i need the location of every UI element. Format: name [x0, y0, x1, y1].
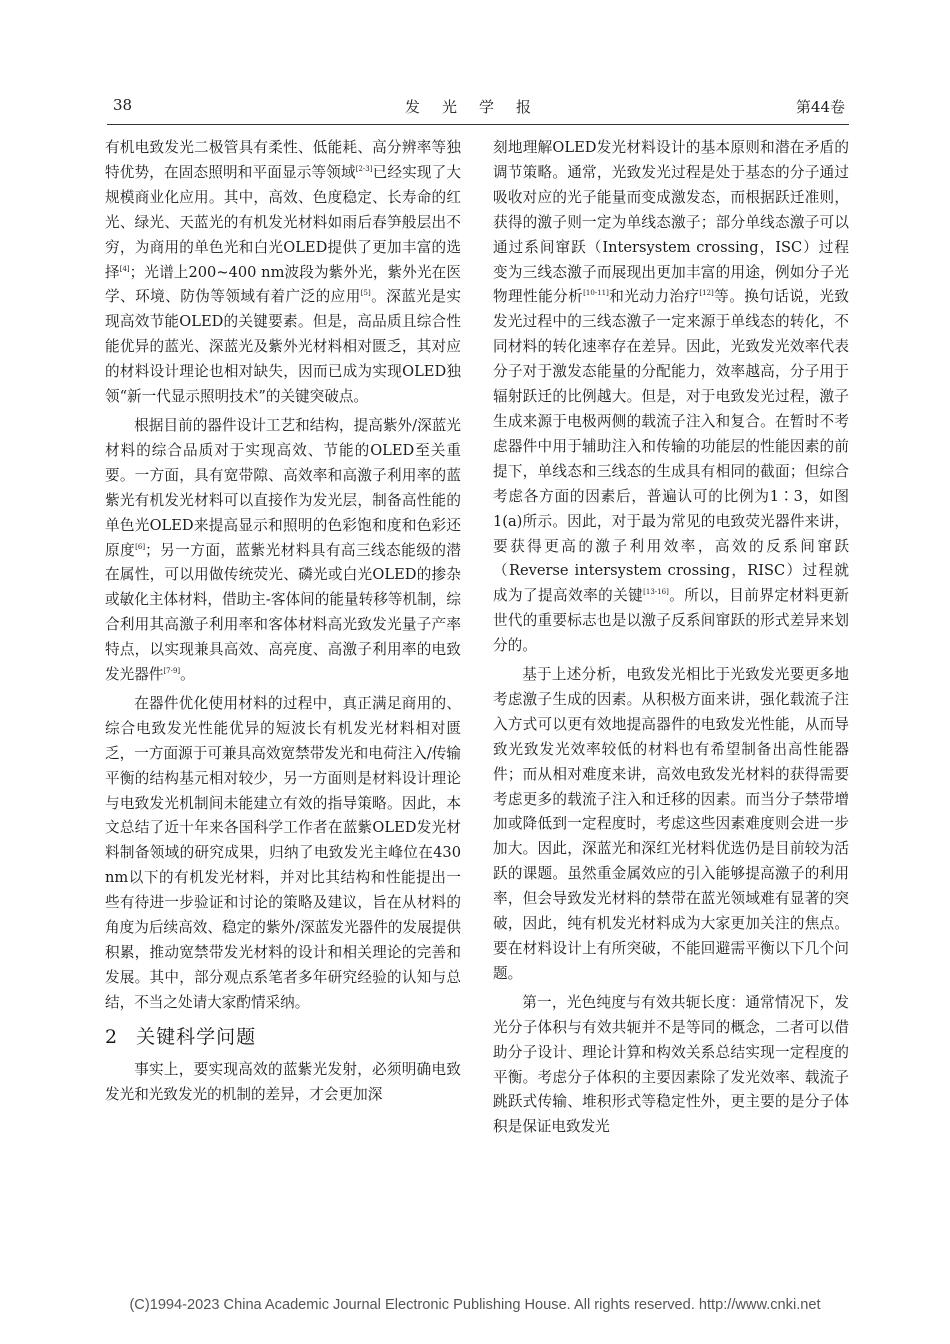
paragraph: 根据目前的器件设计工艺和结构，提高紫外/深蓝光材料的综合品质对于实现高效、节能的OLED至关重要。一方面，具有宽带隙、高效率和高激子利用率的蓝紫光有机发光材料可以直接作为发光层，制备高性能的单色光OLED来提高显示和照明的色彩饱和度和色彩还原度[6]；另一方面，蓝紫光材料具有高三线态能级的潜在属性，可以用做传统荧光、磷光或白光OLED的掺杂或敏化主体材料，借助主-客体间的能量转移等机制，综合利用其高激子利用率和客体材料高光致发光量子产率特点，以实现兼具高效、高亮度、高激子利用率的电致发光器件[7-9]。 [105, 416, 461, 684]
paragraph: 第一，光色纯度与有效共轭长度：通常情况下，发光分子体积与有效共轭并不是等同的概念，二者可以借助分子设计、理论计算和构效关系总结实现一定程度的平衡。考虑分子体积的主要因素除了发光效率、载流子跳跃式传输、堆积形式等稳定性外，更主要的是分子体积是保证电致发光 [493, 993, 849, 1136]
journal-title: 发光学报 [404, 98, 553, 116]
header-rule [107, 124, 849, 125]
paragraph: 事实上，要实现高效的蓝紫光发射，必须明确电致发光和光致发光的机制的差异，才会更加深 [105, 1060, 461, 1103]
paragraph: 在器件优化使用材料的过程中，真正满足商用的、综合电致发光性能优异的短波长有机发光材料相对匮乏，一方面源于可兼具高效宽禁带发光和电荷注入/传输平衡的结构基元相对较少，另一方面则是材料设计理论与电致发光机制间未能建立有效的指导策略。因此，本文总结了近十年来各国科学工作者在蓝紫OLED发光材料制备领域的研究成果，归纳了电致发光主峰位在430 nm以下的有机发光材料，并对比其结构和性能提出一些有待进一步验证和讨论的策略及建议，旨在从材料的角度为后续高效、稳定的紫外/深蓝发光器件的发展提供积累，推动宽禁带发光材料的设计和相关理论的完善和发展。其中，部分观点系笔者多年研究经验的认知与总结，不当之处请大家酌情采纳。 [105, 694, 461, 1011]
paragraph: 有机电致发光二极管具有柔性、低能耗、高分辨率等独特优势，在固态照明和平面显示等领域[2-3]已经实现了大规模商业化应用。其中，高效、色度稳定、长寿命的红光、绿光、天蓝光的有机发光材料如雨后春笋般层出不穷，为商用的单色光和白光OLED提供了更加丰富的选择[4]；光谱上200~400 nm波段为紫外光，紫外光在医学、环境、防伪等领域有着广泛的应用[5]。深蓝光是实现高效节能OLED的关键要素。但是，高品质且综合性能优异的蓝光、深蓝光及紫外光材料相对匮乏，其对应的材料设计理论也相对缺失，因而已成为实现OLED独领“新一代显示照明技术”的关键突破点。 [105, 139, 461, 406]
section-title: 关键科学问题 [136, 1025, 257, 1048]
citation: [2-3] [355, 164, 373, 173]
left-column [105, 136, 461, 1108]
page-number: 38 [113, 96, 133, 114]
volume-label: 第44卷 [795, 98, 845, 116]
citation: [10-11] [583, 289, 609, 298]
citation: [13-16] [643, 588, 669, 597]
section-heading [105, 1022, 461, 1052]
paragraph: 基于上述分析，电致发光相比于光致发光要更多地考虑激子生成的因素。从积极方面来讲，强化载流子注入方式可以更有效地提高器件的电致发光性能，从而导致光致发光效率较低的材料也有希望制备出高性能器件；而从相对难度来讲，高效电致发光材料的获得需要考虑更多的载流子注入和迁移的因素。而当分子禁带增加或降低到一定程度时，考虑这些因素难度则会进一步加大。因此，深蓝光和深红光材料优选仍是目前较为活跃的课题。虽然重金属效应的引入能够提高激子的利用率，但会导致发光材料的禁带在蓝光领域难有显著的突破，因此，纯有机发光材料成为大家更加关注的焦点。要在材料设计上有所突破，不能回避需平衡以下几个问题。 [493, 666, 849, 982]
paragraph: 刻地理解OLED发光材料设计的基本原则和潜在矛盾的调节策略。通常，光致发光过程是处于基态的分子通过吸收对应的光子能量而变成激发态，而根据跃迁准则，获得的激子则一定为单线态激子；部分单线态激子可以通过系间窜跃（Intersystem crossing，ISC）过程变为三线态激子而展现出更加丰富的用途，例如分子光物理性能分析[10-11]和光动力治疗[12]等。换句话说，光致发光过程中的三线态激子一定来源于单线态的转化，不同材料的转化速率存在差异。因此，光致发光效率代表分子对于激发态能量的分配能力，效率越高，分子用于辐射跃迁的比例越大。但是，对于电致发光过程，激子生成来源于电极两侧的载流子注入和复合。在暂时不考虑器件中用于辅助注入和传输的功能层的性能因素的前提下，单线态和三线态的生成具有相同的截面；但综合考虑各方面的因素后，普遍认可的比例为1∶3，如图1(a)所示。因此，对于最为常见的电致荧光器件来讲，要获得更高的激子利用效率，高效的反系间窜跃（Reverse intersystem crossing，RISC）过程就成为了提高效率的关键[13-16]。所以，目前界定材料更新世代的重要标志也是以激子反系间窜跃的形式差异来划分的。 [493, 139, 849, 655]
right-column [493, 136, 849, 1140]
citation: [5] [360, 289, 371, 298]
citation: [7-9] [163, 667, 181, 676]
section-number: 2 [105, 1025, 119, 1048]
citation: [4] [119, 264, 130, 273]
page-header [113, 96, 845, 122]
citation: [6] [135, 542, 146, 551]
citation: [12] [699, 289, 714, 298]
copyright-footer: (C)1994-2023 China Academic Journal Electronic Publishing House. All rights reserved. http://www.cnki.net [129, 1297, 821, 1313]
